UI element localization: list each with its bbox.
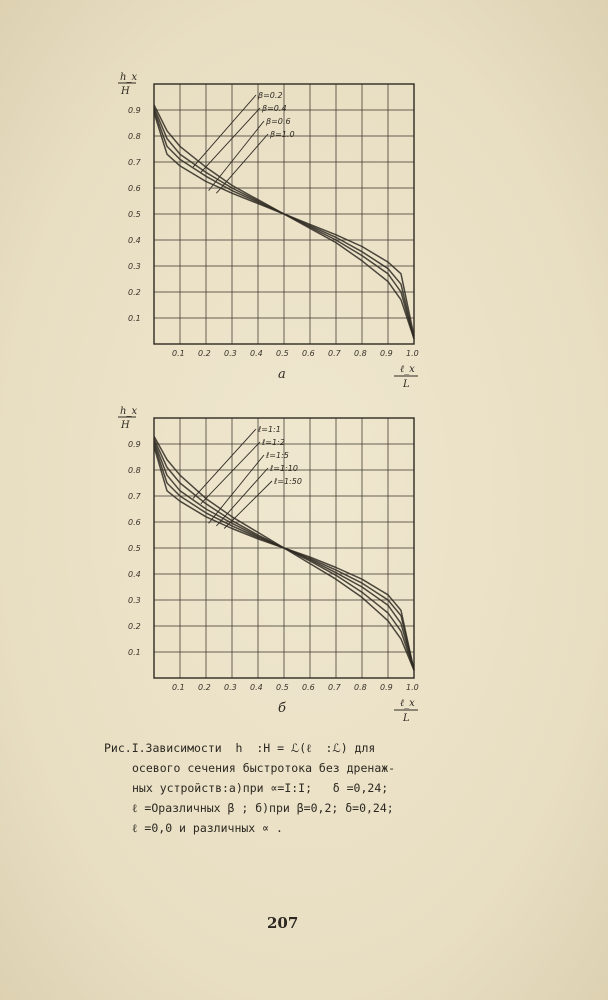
x-axis-label-denominator: L [403,713,410,724]
legend-label: ℓ=1:1 [258,425,281,434]
legend-leader-line [201,442,260,504]
y-axis-label-denominator: H [121,86,130,97]
caption-line-2: осевого сечения быстротока без дренаж- [132,761,396,775]
y-tick-label: 0.5 [128,544,141,553]
chart-b-svg [108,396,440,724]
x-tick-label: 0.2 [198,349,211,358]
x-axis-label-numerator: ℓ_x [400,364,415,375]
y-tick-label: 0.6 [128,518,141,527]
legend-label: β=0.4 [262,104,287,113]
x-tick-label: 0.1 [172,683,185,692]
y-tick-label: 0.7 [128,492,141,501]
y-tick-label: 0.4 [128,236,141,245]
legend-leader-line [193,95,256,167]
x-tick-label: 0.6 [302,349,315,358]
chart-a-svg [108,62,440,390]
x-tick-label: 0.9 [380,683,393,692]
legend-label: ℓ=1:10 [270,464,298,473]
y-tick-label: 0.9 [128,106,141,115]
legend-label: β=0.6 [266,117,291,126]
y-tick-label: 0.2 [128,288,141,297]
caption-line-5: ℓ =0,0 и различных ∝ . [132,821,283,835]
y-tick-label: 0.8 [128,466,141,475]
y-tick-label: 0.3 [128,262,141,271]
figure-caption [104,738,476,838]
x-tick-label: 0.4 [250,349,263,358]
y-tick-label: 0.8 [128,132,141,141]
caption-line-4: ℓ =Оразличных β ; б)при β=0,2; δ=0,24; [132,801,394,815]
legend-label: ℓ=1:2 [262,438,285,447]
x-tick-label: 0.8 [354,683,367,692]
x-tick-label: 0.2 [198,683,211,692]
chart-b [108,396,440,724]
chart-a [108,62,440,390]
x-tick-label: 0.7 [328,349,341,358]
x-tick-label: 0.7 [328,683,341,692]
legend-label: β=0.2 [258,91,283,100]
legend-leader-line [193,429,256,499]
legend-leader-line [209,455,264,523]
legend-leader-line [216,468,268,526]
x-tick-label: 1.0 [406,683,419,692]
legend-label: ℓ=1:50 [274,477,302,486]
y-tick-label: 0.2 [128,622,141,631]
legend-leader-line [224,481,272,529]
panel-label: б [278,701,286,716]
x-tick-label: 0.3 [224,349,237,358]
y-axis-label-numerator: h_x [120,72,138,83]
panel-label: a [278,367,286,382]
y-tick-label: 0.1 [128,648,141,657]
x-tick-label: 0.8 [354,349,367,358]
legend-leader-line [216,134,268,193]
x-tick-label: 0.5 [276,683,289,692]
x-tick-label: 0.3 [224,683,237,692]
legend-leader-line [209,121,264,191]
x-tick-label: 1.0 [406,349,419,358]
y-tick-label: 0.1 [128,314,141,323]
x-axis-label-denominator: L [403,379,410,390]
y-tick-label: 0.5 [128,210,141,219]
x-tick-label: 0.1 [172,349,185,358]
legend-label: ℓ=1:5 [266,451,289,460]
caption-line-3: ных устройств:а)при ∝=I:I; δ =0,24; [132,781,389,795]
x-tick-label: 0.6 [302,683,315,692]
y-tick-label: 0.4 [128,570,141,579]
x-tick-label: 0.9 [380,349,393,358]
y-tick-label: 0.9 [128,440,141,449]
x-axis-label-numerator: ℓ_x [400,698,415,709]
y-tick-label: 0.3 [128,596,141,605]
y-axis-label-denominator: H [121,420,130,431]
x-tick-label: 0.5 [276,349,289,358]
caption-line-1: Рис.I.Зависимости h :H = ℒ(ℓ :ℒ) для [104,741,376,755]
x-tick-label: 0.4 [250,683,263,692]
y-tick-label: 0.6 [128,184,141,193]
legend-label: β=1.0 [270,130,295,139]
y-axis-label-numerator: h_x [120,406,138,417]
y-tick-label: 0.7 [128,158,141,167]
page-number: 207 [267,914,299,932]
